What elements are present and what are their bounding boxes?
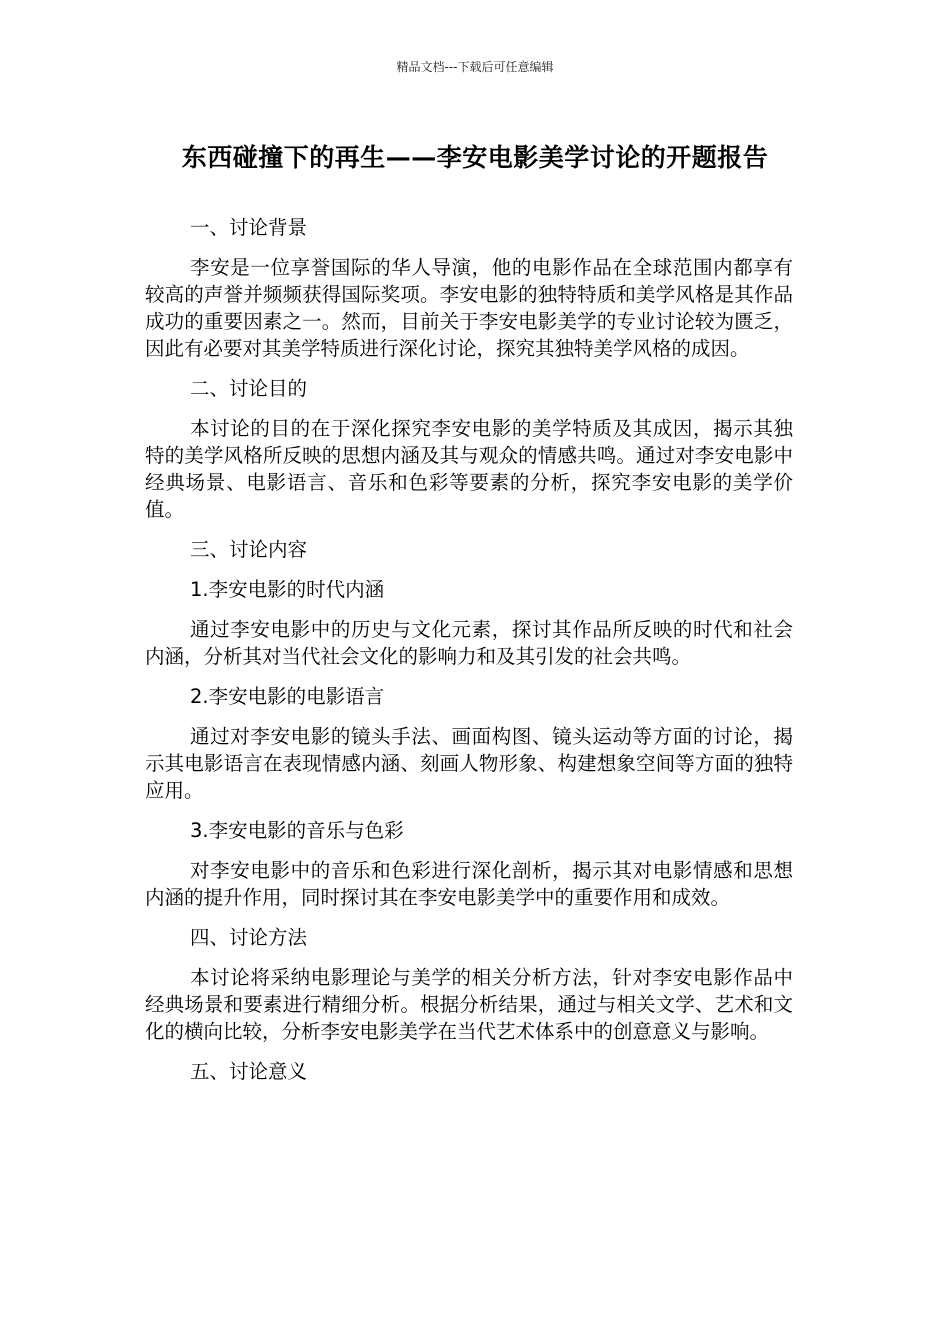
paragraph-background: 李安是一位享誉国际的华人导演，他的电影作品在全球范围内都享有较高的声誉并频频获得国际奖项。李安电影的独特特质和美学风格是其作品成功的重要因素之一。然而，目前关于李安电影美学的专业讨论较为匮乏，因此有必要对其美学特质进行深化讨论，探究其独特美学风格的成因。 [145,256,793,360]
section-heading-background: 一、讨论背景 [190,216,308,239]
subheading-film-language: 2.李安电影的电影语言 [190,685,385,708]
paragraph-method: 本讨论将采纳电影理论与美学的相关分析方法，针对李安电影作品中经典场景和要素进行精细分析。根据分析结果，通过与相关文学、艺术和文化的横向比较，分析李安电影美学在当代艺术体系中的创意意义与影响。 [145,966,793,1043]
paragraph-music-color: 对李安电影中的音乐和色彩进行深化剖析，揭示其对电影情感和思想内涵的提升作用，同时探讨其在李安电影美学中的重要作用和成效。 [145,859,793,909]
section-heading-significance: 五、讨论意义 [190,1060,308,1083]
paragraph-era-connotation: 通过李安电影中的历史与文化元素，探讨其作品所反映的时代和社会内涵，分析其对当代社会文化的影响力和及其引发的社会共鸣。 [145,618,793,668]
document-body [145,214,793,1098]
section-heading-method: 四、讨论方法 [190,926,308,949]
subheading-music-color: 3.李安电影的音乐与色彩 [190,819,404,842]
paragraph-film-language: 通过对李安电影的镜头手法、画面构图、镜头运动等方面的讨论，揭示其电影语言在表现情感内涵、刻画人物形象、构建想象空间等方面的独特应用。 [145,725,793,802]
section-heading-purpose: 二、讨论目的 [190,377,308,400]
document-title: 东西碰撞下的再生——李安电影美学讨论的开题报告 [181,143,769,172]
paragraph-purpose: 本讨论的目的在于深化探究李安电影的美学特质及其成因，揭示其独特的美学风格所反映的思想内涵及其与观众的情感共鸣。通过对李安电影中经典场景、电影语言、音乐和色彩等要素的分析，探究李安电影的美学价值。 [145,417,793,521]
page-watermark: 精品文档---下载后可任意编辑 [396,60,554,74]
section-heading-content: 三、讨论内容 [190,538,308,561]
subheading-era-connotation: 1.李安电影的时代内涵 [190,578,385,601]
